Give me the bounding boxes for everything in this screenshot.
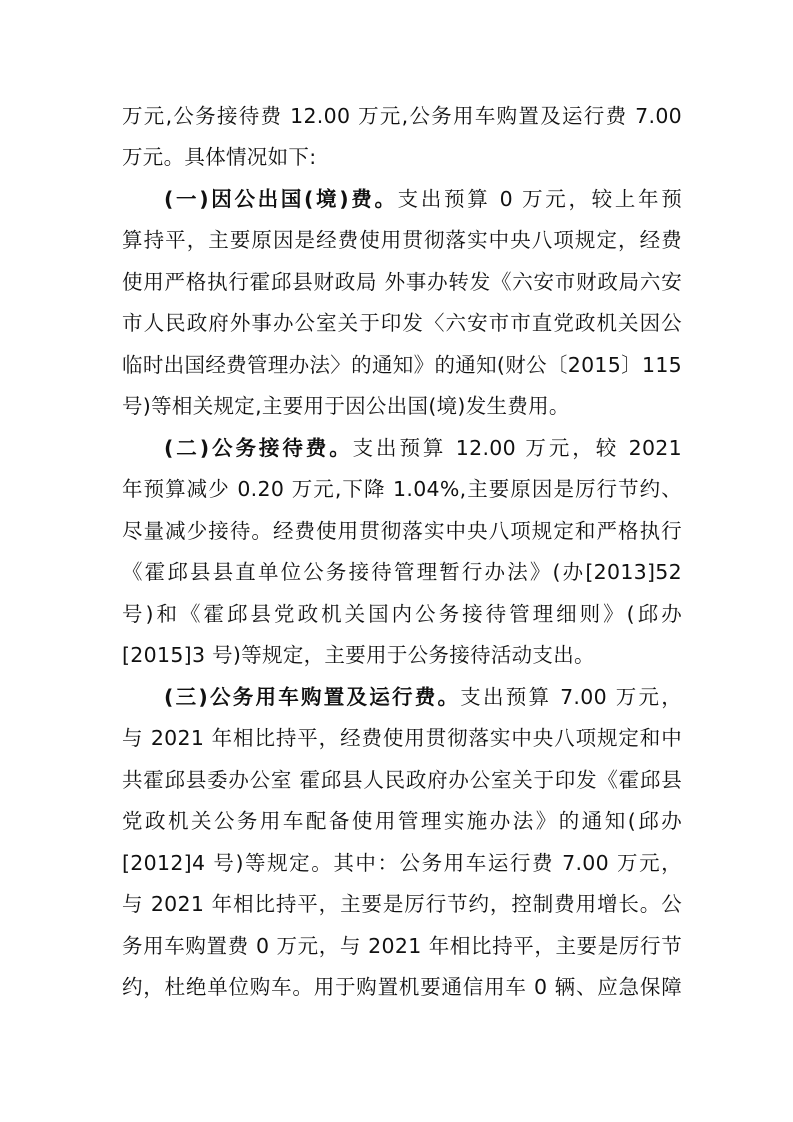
body-text-line — [122, 552, 682, 592]
line-text: 算持平，主要原因是经费使用贯彻落实中央八项规定，经费 — [122, 228, 682, 252]
line-text: 《霍邱县县直单位公务接待管理暂行办法》(办[2013]52 — [122, 560, 682, 584]
body-text-line — [122, 594, 682, 634]
line-text: 号)等相关规定,主要用于因公出国(境)发生费用。 — [122, 394, 570, 418]
line-text: 支出预算 7.00 万元， — [460, 685, 683, 709]
line-text: 万元。具体情况如下: — [122, 145, 317, 169]
section-heading-vehicles: (三)公务用车购置及运行费。 — [164, 685, 461, 709]
body-text-line — [122, 345, 682, 385]
body-text-line — [122, 967, 682, 1007]
body-text-line — [122, 635, 682, 675]
section-heading-line — [164, 677, 682, 717]
body-text-line — [122, 220, 682, 260]
body-text-line — [122, 843, 682, 883]
body-text-line — [122, 801, 682, 841]
line-text: 市人民政府外事办公室关于印发〈六安市市直党政机关因公 — [122, 311, 682, 335]
line-text: 务用车购置费 0 万元，与 2021 年相比持平，主要是厉行节 — [122, 934, 682, 958]
line-text: 共霍邱县委办公室 霍邱县人民政府办公室关于印发《霍邱县 — [122, 768, 682, 792]
section-heading-foreign-travel: (一)因公出国(境)费。 — [164, 187, 398, 211]
line-text: [2015]3 号)等规定，主要用于公务接待活动支出。 — [122, 643, 595, 667]
body-text-line — [122, 469, 682, 509]
section-heading-line — [164, 179, 682, 219]
body-text-line — [122, 760, 682, 800]
line-text: [2012]4 号)等规定。其中：公务用车运行费 7.00 万元， — [122, 851, 682, 875]
line-text: 党政机关公务用车配备使用管理实施办法》的通知(邱办 — [122, 809, 682, 833]
line-text: 支出预算 12.00 万元，较 2021 — [352, 436, 682, 460]
body-text-line — [122, 718, 682, 758]
line-text: 年预算减少 0.20 万元,下降 1.04%,主要原因是厉行节约、 — [122, 477, 682, 501]
body-text-line — [122, 386, 682, 426]
line-text: 与 2021 年相比持平，主要是厉行节约，控制费用增长。公 — [122, 892, 682, 916]
body-text-line — [122, 511, 682, 551]
body-text-line — [122, 926, 682, 966]
line-text: 与 2021 年相比持平，经费使用贯彻落实中央八项规定和中 — [122, 726, 682, 750]
section-heading-reception: (二)公务接待费。 — [164, 436, 353, 460]
section-heading-line — [164, 428, 682, 468]
line-text: 万元,公务接待费 12.00 万元,公务用车购置及运行费 7.00 — [122, 104, 682, 128]
line-text: 尽量减少接待。经费使用贯彻落实中央八项规定和严格执行 — [122, 519, 682, 543]
line-text: 支出预算 0 万元，较上年预 — [397, 187, 683, 211]
line-text: 约，杜绝单位购车。用于购置机要通信用车 0 辆、应急保障 — [122, 975, 682, 999]
line-text: 临时出国经费管理办法〉的通知》的通知(财公〔2015〕115 — [122, 353, 682, 377]
body-text-line — [122, 884, 682, 924]
body-text-line — [122, 96, 682, 136]
body-text-line — [122, 137, 682, 177]
line-text: 使用严格执行霍邱县财政局 外事办转发《六安市财政局六安 — [122, 270, 682, 294]
line-text: 号)和《霍邱县党政机关国内公务接待管理细则》(邱办 — [122, 602, 682, 626]
body-text-line — [122, 303, 682, 343]
body-text-line — [122, 262, 682, 302]
